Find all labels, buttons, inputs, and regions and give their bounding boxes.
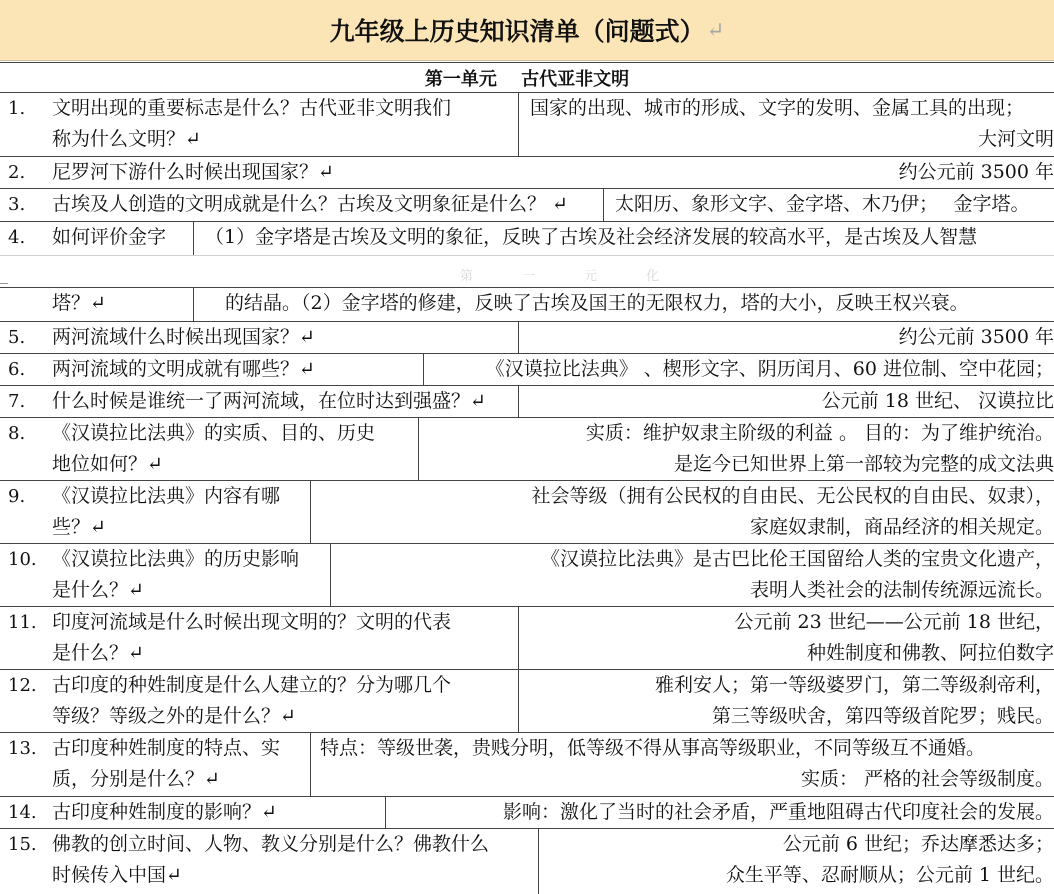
answer-line: 太阳历、象形文字、金字塔、木乃伊； 金字塔。 <box>615 193 1030 215</box>
answer-line: 雅利安人；第一等级婆罗门，第二等级刹帝利， <box>654 674 1054 696</box>
cell-divider <box>518 322 519 353</box>
table-row <box>0 829 1054 894</box>
row-number: 15. <box>8 834 37 855</box>
row-number: 2. <box>8 162 26 183</box>
document-title <box>0 0 1054 61</box>
table-row <box>0 670 1054 733</box>
cell-divider <box>603 189 604 221</box>
question-line: 是什么？↵ <box>52 642 144 664</box>
row-number: 9. <box>8 486 26 507</box>
table-row <box>0 481 1054 544</box>
unit-heading <box>0 62 1054 93</box>
page-break <box>0 255 1054 287</box>
cell-divider <box>423 354 424 385</box>
table-row <box>0 189 1054 222</box>
table-row <box>0 418 1054 481</box>
table-row <box>0 93 1054 157</box>
question-line: 塔？↵ <box>52 292 106 314</box>
answer-line: 实质： 严格的社会等级制度。 <box>800 768 1054 790</box>
question-line: 什么时候是谁统一了两河流域，在位时达到强盛？↵ <box>52 390 486 412</box>
question-line: 如何评价金字 <box>52 226 167 248</box>
question-line: 些？↵ <box>52 516 106 538</box>
question-line: 古印度种姓制度的影响？↵ <box>52 801 277 823</box>
page-break-line <box>0 255 1054 256</box>
question-line: 《汉谟拉比法典》的历史影响 <box>52 548 300 570</box>
cell-divider <box>310 733 311 796</box>
question-line: 称为什么文明？↵ <box>52 128 201 150</box>
answer-line: 公元前 18 世纪、 汉谟拉比 <box>821 390 1054 412</box>
answer-line: 大河文明 <box>977 128 1054 150</box>
question-line: 尼罗河下游什么时候出现国家？↵ <box>52 161 334 183</box>
row-number: 7. <box>8 391 26 412</box>
answer-line: 家庭奴隶制，商品经济的相关规定。 <box>749 516 1054 538</box>
answer-line: 众生平等、忍耐顺从；公元前 1 世纪。 <box>725 864 1054 886</box>
row-number: 13. <box>8 738 37 759</box>
question-line: 两河流域什么时候出现国家？↵ <box>52 326 315 348</box>
question-line: 印度河流域是什么时候出现文明的？文明的代表 <box>52 611 452 633</box>
table-row <box>0 222 1054 255</box>
answer-line: 的结晶。（2）金字塔的修建，反映了古埃及国王的无限权力，塔的大小，反映王权兴衰。 <box>225 292 969 314</box>
answer-line: 实质：维护奴隶主阶级的利益 。 目的：为了维护统治。 <box>585 422 1054 444</box>
row-number: 1. <box>8 98 26 119</box>
question-line: 《汉谟拉比法典》的实质、目的、历史 <box>52 422 376 444</box>
table-row <box>0 354 1054 386</box>
answer-line: 公元前 23 世纪——公元前 18 世纪， <box>734 611 1054 633</box>
answer-line: 第三等级吠舍，第四等级首陀罗；贱民。 <box>711 705 1054 727</box>
question-line: 时候传入中国↵ <box>52 864 182 886</box>
question-line: 质，分别是什么？↵ <box>52 768 220 790</box>
answer-line: 约公元前 3500 年 <box>898 161 1054 183</box>
question-line: 地位如何？↵ <box>52 453 163 475</box>
table-row <box>0 157 1054 189</box>
unit-heading-text: 第一单元 古代亚非文明 <box>424 68 630 90</box>
question-line: 古印度的种姓制度是什么人建立的？分为哪几个 <box>52 674 452 696</box>
row-number: 5. <box>8 327 26 348</box>
row-number: 12. <box>8 675 37 696</box>
answer-line: 《汉谟拉比法典》是古巴比伦王国留给人类的宝贵文化遗产， <box>540 548 1054 570</box>
crop-mark <box>0 283 8 284</box>
cell-divider <box>193 288 194 321</box>
row-number: 11. <box>8 612 37 633</box>
row-number: 3. <box>8 194 26 215</box>
answer-line: 影响：激化了当时的社会矛盾，严重地阻碍古代印度社会的发展。 <box>502 801 1054 823</box>
table-row <box>0 322 1054 354</box>
question-line: 等级？等级之外的是什么？↵ <box>52 705 296 727</box>
row-number: 6. <box>8 359 26 380</box>
cell-divider <box>518 670 519 732</box>
table-row <box>0 386 1054 418</box>
table-row <box>0 287 1054 322</box>
cell-divider <box>310 481 311 543</box>
question-line: 是什么？↵ <box>52 579 144 601</box>
answer-line: 是迄今已知世界上第一部较为完整的成文法典 <box>673 453 1054 475</box>
answer-line: 公元前 6 世纪；乔达摩悉达多； <box>782 833 1054 855</box>
return-mark: ↵ <box>706 17 725 43</box>
row-number: 4. <box>8 227 26 248</box>
cell-divider <box>193 222 194 255</box>
cell-divider <box>418 418 419 480</box>
cell-divider <box>518 386 519 417</box>
answer-line: 国家的出现、城市的形成、文字的发明、金属工具的出现； <box>530 97 1025 119</box>
answer-line: 种姓制度和佛教、阿拉伯数字 <box>806 642 1054 664</box>
table-row <box>0 797 1054 829</box>
table-row <box>0 733 1054 797</box>
question-line: 《汉谟拉比法典》内容有哪 <box>52 485 281 507</box>
cell-divider <box>518 93 519 156</box>
cell-divider <box>518 607 519 669</box>
answer-line: 《汉谟拉比法典》 、楔形文字、阴历闰月、60 进位制、空中花园； <box>485 358 1054 380</box>
row-number: 8. <box>8 423 26 444</box>
row-number: 10. <box>8 549 37 570</box>
answer-line: 表明人类社会的法制传统源远流长。 <box>749 579 1054 601</box>
question-line: 古印度种姓制度的特点、实 <box>52 737 281 759</box>
question-line: 佛教的创立时间、人物、教义分别是什么？佛教什么 <box>52 833 490 855</box>
question-line: 古埃及人创造的文明成就是什么？古埃及文明象征是什么？ ↵ <box>52 193 568 215</box>
row-number: 14. <box>8 802 37 823</box>
table-row <box>0 607 1054 670</box>
table-row <box>0 544 1054 607</box>
cell-divider <box>330 544 331 606</box>
document-title-text: 九年级上历史知识清单（问题式） <box>329 17 705 46</box>
question-line: 文明出现的重要标志是什么？古代亚非文明我们 <box>52 97 452 119</box>
cell-divider <box>385 797 386 828</box>
answer-line: 约公元前 3500 年 <box>898 326 1054 348</box>
page-break-ghost-text: 第 一 元 化 <box>460 269 678 284</box>
answer-line: （1）金字塔是古埃及文明的象征，反映了古埃及社会经济发展的较高水平，是古埃及人智慧 <box>205 226 978 248</box>
answer-line: 特点：等级世袭，贵贱分明，低等级不得从事高等级职业，不同等级互不通婚。 <box>320 737 986 759</box>
cell-divider <box>538 829 539 894</box>
answer-line: 社会等级（拥有公民权的自由民、无公民权的自由民、奴隶）， <box>531 485 1054 507</box>
question-line: 两河流域的文明成就有哪些？↵ <box>52 358 315 380</box>
